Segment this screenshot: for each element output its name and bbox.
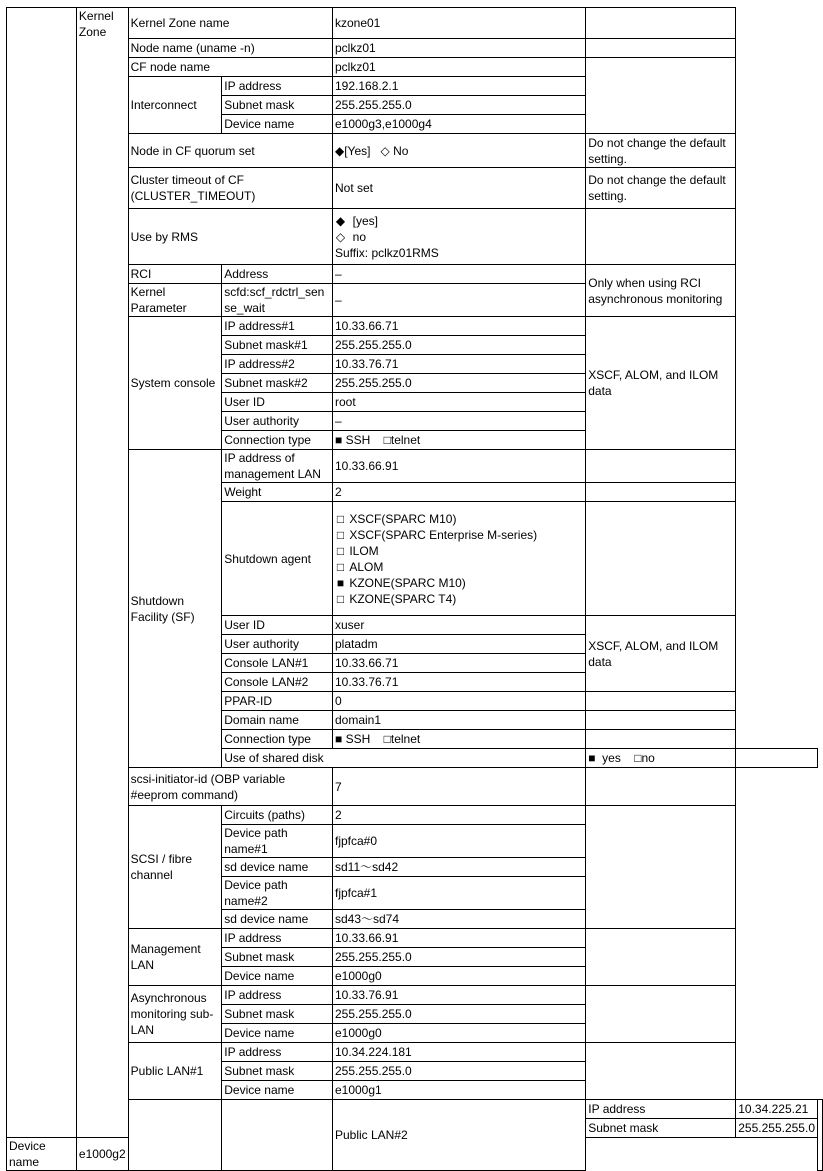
async-lan-dev-label: Device name bbox=[222, 1024, 333, 1043]
interconnect-dev-value: e1000g3,e1000g4 bbox=[332, 115, 585, 134]
scsi-sd1-value: sd11～sd42 bbox=[332, 858, 585, 877]
pub2-dev-label: Device name bbox=[7, 1138, 77, 1171]
rms-label: Use by RMS bbox=[128, 209, 332, 265]
shared-disk-note bbox=[736, 749, 818, 768]
filled-diamond-icon: ◆ bbox=[335, 213, 346, 228]
scsi-id-value: 7 bbox=[332, 768, 585, 806]
checkbox-icon: □ bbox=[336, 543, 345, 558]
interconnect-dev-label: Device name bbox=[222, 115, 333, 134]
sf-agent-name: XSCF(SPARC Enterprise M-series) bbox=[349, 527, 538, 542]
sf-note: XSCF, ALOM, and ILOM data bbox=[586, 616, 736, 692]
pub2-dev-value: e1000g2 bbox=[76, 1138, 128, 1171]
sf-auth-label: User authority bbox=[222, 635, 333, 654]
console-ip2-value: 10.33.76.71 bbox=[332, 355, 585, 374]
sf-ppar-label: PPAR-ID bbox=[222, 692, 333, 711]
rci-note: Only when using RCI asynchronous monitoring bbox=[586, 265, 736, 317]
console-label: System console bbox=[128, 317, 222, 450]
shared-disk-label: Use of shared disk bbox=[222, 749, 586, 768]
quorum-options bbox=[332, 134, 585, 168]
left-margin-cell bbox=[7, 8, 77, 1138]
sf-agent-name: ILOM bbox=[349, 543, 379, 558]
kernel-param-value: – bbox=[332, 284, 585, 317]
filled-box-icon: ■ bbox=[334, 732, 343, 746]
empty-box-icon: □ bbox=[634, 751, 642, 765]
console-ip1-value: 10.33.66.71 bbox=[332, 317, 585, 336]
sf-agent-item bbox=[335, 559, 583, 575]
async-lan-label: Asynchronous monitoring sub-LAN bbox=[128, 986, 222, 1043]
sf-domain-note bbox=[586, 711, 736, 730]
checkbox-icon: □ bbox=[336, 511, 345, 526]
mgmt-lan-note bbox=[586, 929, 736, 986]
section-label-cell bbox=[76, 8, 128, 1138]
sf-agent-name: ALOM bbox=[349, 559, 384, 574]
mgmt-lan-label: Management LAN bbox=[128, 929, 222, 986]
cf-interconnect-note bbox=[586, 58, 736, 134]
console-mask2-value: 255.255.255.0 bbox=[332, 374, 585, 393]
pub2-mask-value: 255.255.255.0 bbox=[736, 1119, 818, 1138]
kz-name-label: Kernel Zone name bbox=[128, 8, 332, 39]
pub2-note bbox=[818, 1100, 823, 1171]
quorum-label: Node in CF quorum set bbox=[128, 134, 332, 168]
sf-clan2-label: Console LAN#2 bbox=[222, 673, 333, 692]
pub1-ip-label: IP address bbox=[222, 1043, 333, 1062]
interconnect-ip-label: IP address bbox=[222, 77, 333, 96]
scsi-dp2-value: fjpfca#1 bbox=[332, 877, 585, 910]
console-ip1-label: IP address#1 bbox=[222, 317, 333, 336]
node-name-value: pclkz01 bbox=[332, 39, 585, 58]
scsi-circ-value: 2 bbox=[332, 806, 585, 825]
empty-diamond-icon: ◇ bbox=[335, 229, 346, 244]
timeout-note: Do not change the default setting. bbox=[586, 168, 736, 209]
interconnect-label: Interconnect bbox=[128, 77, 222, 134]
console-conn-telnet: telnet bbox=[390, 433, 421, 447]
section-label-cell-end bbox=[222, 1100, 333, 1171]
sf-agent-item bbox=[335, 527, 583, 543]
sf-mlan-label: IP address of management LAN bbox=[222, 450, 333, 483]
scsi-circ-label: Circuits (paths) bbox=[222, 806, 333, 825]
kz-name-note bbox=[586, 8, 736, 39]
rci-value: – bbox=[332, 265, 585, 284]
sf-agent-list bbox=[332, 502, 585, 616]
cf-node-name-label: CF node name bbox=[128, 58, 332, 77]
async-lan-mask-value: 255.255.255.0 bbox=[332, 1005, 585, 1024]
sf-conn-options bbox=[332, 730, 585, 749]
sf-conn-note bbox=[586, 730, 736, 749]
mgmt-lan-mask-value: 255.255.255.0 bbox=[332, 948, 585, 967]
pub1-ip-value: 10.34.224.181 bbox=[332, 1043, 585, 1062]
scsi-note bbox=[586, 806, 736, 929]
timeout-label: Cluster timeout of CF (CLUSTER_TIMEOUT) bbox=[128, 168, 332, 209]
rms-options bbox=[332, 209, 585, 265]
sf-agent-name: KZONE(SPARC M10) bbox=[349, 575, 466, 590]
sf-weight-label: Weight bbox=[222, 483, 333, 502]
sf-weight-value: 2 bbox=[332, 483, 585, 502]
sf-weight-note bbox=[586, 483, 736, 502]
node-name-label: Node name (uname -n) bbox=[128, 39, 332, 58]
mgmt-lan-mask-label: Subnet mask bbox=[222, 948, 333, 967]
sf-agent-note bbox=[586, 502, 736, 616]
timeout-value: Not set bbox=[332, 168, 585, 209]
sf-clan1-value: 10.33.66.71 bbox=[332, 654, 585, 673]
sf-ppar-note bbox=[586, 692, 736, 711]
console-note: XSCF, ALOM, and ILOM data bbox=[586, 317, 736, 450]
mgmt-lan-ip-label: IP address bbox=[222, 929, 333, 948]
pub2-mask-label: Subnet mask bbox=[586, 1119, 736, 1138]
async-lan-mask-label: Subnet mask bbox=[222, 1005, 333, 1024]
kernel-zone-config-table bbox=[6, 7, 823, 1171]
interconnect-mask-value: 255.255.255.0 bbox=[332, 96, 585, 115]
async-lan-ip-label: IP address bbox=[222, 986, 333, 1005]
checkbox-icon: ■ bbox=[336, 575, 345, 590]
sf-conn-ssh: SSH bbox=[345, 732, 371, 746]
console-uid-label: User ID bbox=[222, 393, 333, 412]
console-ip2-label: IP address#2 bbox=[222, 355, 333, 374]
shared-disk-no: no bbox=[641, 751, 655, 765]
console-mask1-value: 255.255.255.0 bbox=[332, 336, 585, 355]
rci-sub-label: Address bbox=[222, 265, 333, 284]
empty-box-icon: □ bbox=[383, 732, 391, 746]
pub1-dev-label: Device name bbox=[222, 1081, 333, 1100]
console-auth-label: User authority bbox=[222, 412, 333, 431]
node-name-note bbox=[586, 39, 736, 58]
console-uid-value: root bbox=[332, 393, 585, 412]
kernel-param-sub-label: scfd:scf_rdctrl_sense_wait bbox=[222, 284, 333, 317]
rms-option-no: no bbox=[352, 229, 367, 244]
scsi-label: SCSI / fibre channel bbox=[128, 806, 222, 929]
scsi-id-note bbox=[586, 768, 736, 806]
quorum-option-yes: [Yes] bbox=[344, 143, 371, 158]
pub2-ip-value: 10.34.225.21 bbox=[736, 1100, 818, 1119]
pub2-ip-label: IP address bbox=[586, 1100, 736, 1119]
quorum-option-no: No bbox=[393, 143, 409, 158]
scsi-sd1-label: sd device name bbox=[222, 858, 333, 877]
console-conn-options bbox=[332, 431, 585, 450]
sf-agent-item bbox=[335, 575, 583, 591]
rci-label: RCI bbox=[128, 265, 222, 284]
sf-agent-item bbox=[335, 543, 583, 559]
filled-diamond-icon: ◆ bbox=[334, 143, 345, 158]
mgmt-lan-ip-value: 10.33.66.91 bbox=[332, 929, 585, 948]
sf-ppar-value: 0 bbox=[332, 692, 585, 711]
pub1-mask-label: Subnet mask bbox=[222, 1062, 333, 1081]
console-conn-ssh: SSH bbox=[345, 433, 371, 447]
kz-name-value: kzone01 bbox=[332, 8, 585, 39]
scsi-dp2-label: Device path name#2 bbox=[222, 877, 333, 910]
empty-diamond-icon: ◇ bbox=[380, 143, 390, 158]
shared-disk-options bbox=[586, 749, 736, 768]
sf-mlan-note bbox=[586, 450, 736, 483]
section-label: Kernel Zone bbox=[78, 9, 114, 39]
rms-suffix: Suffix: pclkz01RMS bbox=[334, 245, 439, 260]
sf-agent-label: Shutdown agent bbox=[222, 502, 333, 616]
sf-auth-value: platadm bbox=[332, 635, 585, 654]
sf-domain-label: Domain name bbox=[222, 711, 333, 730]
left-margin-cell bbox=[128, 1100, 222, 1171]
shared-disk-yes: yes bbox=[602, 751, 621, 765]
sf-conn-telnet: telnet bbox=[390, 732, 421, 746]
sf-clan2-value: 10.33.76.71 bbox=[332, 673, 585, 692]
sf-uid-value: xuser bbox=[332, 616, 585, 635]
pub1-dev-value: e1000g1 bbox=[332, 1081, 585, 1100]
pub1-note bbox=[586, 1043, 736, 1100]
filled-box-icon: ■ bbox=[588, 751, 596, 765]
pub1-mask-value: 255.255.255.0 bbox=[332, 1062, 585, 1081]
async-lan-note bbox=[586, 986, 736, 1043]
sf-agent-name: KZONE(SPARC T4) bbox=[349, 591, 457, 606]
checkbox-icon: □ bbox=[336, 559, 345, 574]
console-mask1-label: Subnet mask#1 bbox=[222, 336, 333, 355]
mgmt-lan-dev-value: e1000g0 bbox=[332, 967, 585, 986]
async-lan-dev-value: e1000g0 bbox=[332, 1024, 585, 1043]
console-auth-value: – bbox=[332, 412, 585, 431]
sf-clan1-label: Console LAN#1 bbox=[222, 654, 333, 673]
rms-option-yes: [yes] bbox=[352, 213, 378, 228]
pub2-label: Public LAN#2 bbox=[332, 1100, 585, 1171]
checkbox-icon: □ bbox=[336, 527, 345, 542]
empty-box-icon: □ bbox=[383, 433, 391, 447]
console-mask2-label: Subnet mask#2 bbox=[222, 374, 333, 393]
sf-agent-item bbox=[335, 591, 583, 607]
async-lan-ip-value: 10.33.76.91 bbox=[332, 986, 585, 1005]
sf-mlan-value: 10.33.66.91 bbox=[332, 450, 585, 483]
sf-domain-value: domain1 bbox=[332, 711, 585, 730]
console-conn-label: Connection type bbox=[222, 431, 333, 450]
cf-node-name-value: pclkz01 bbox=[332, 58, 585, 77]
interconnect-mask-label: Subnet mask bbox=[222, 96, 333, 115]
scsi-sd2-value: sd43～sd74 bbox=[332, 910, 585, 929]
scsi-dp1-label: Device path name#1 bbox=[222, 825, 333, 858]
scsi-sd2-label: sd device name bbox=[222, 910, 333, 929]
sf-label: Shutdown Facility (SF) bbox=[128, 450, 222, 768]
pub1-label: Public LAN#1 bbox=[128, 1043, 222, 1100]
sf-agent-name: XSCF(SPARC M10) bbox=[349, 511, 457, 526]
scsi-id-label: scsi-initiator-id (OBP variable #eeprom command) bbox=[128, 768, 332, 806]
rms-note bbox=[586, 209, 736, 265]
sf-uid-label: User ID bbox=[222, 616, 333, 635]
sf-conn-label: Connection type bbox=[222, 730, 333, 749]
scsi-dp1-value: fjpfca#0 bbox=[332, 825, 585, 858]
quorum-note: Do not change the default setting. bbox=[586, 134, 736, 168]
kernel-param-label: Kernel Parameter bbox=[128, 284, 222, 317]
interconnect-ip-value: 192.168.2.1 bbox=[332, 77, 585, 96]
sf-agent-item bbox=[335, 511, 583, 527]
mgmt-lan-dev-label: Device name bbox=[222, 967, 333, 986]
checkbox-icon: □ bbox=[336, 591, 345, 606]
filled-box-icon: ■ bbox=[334, 433, 343, 447]
